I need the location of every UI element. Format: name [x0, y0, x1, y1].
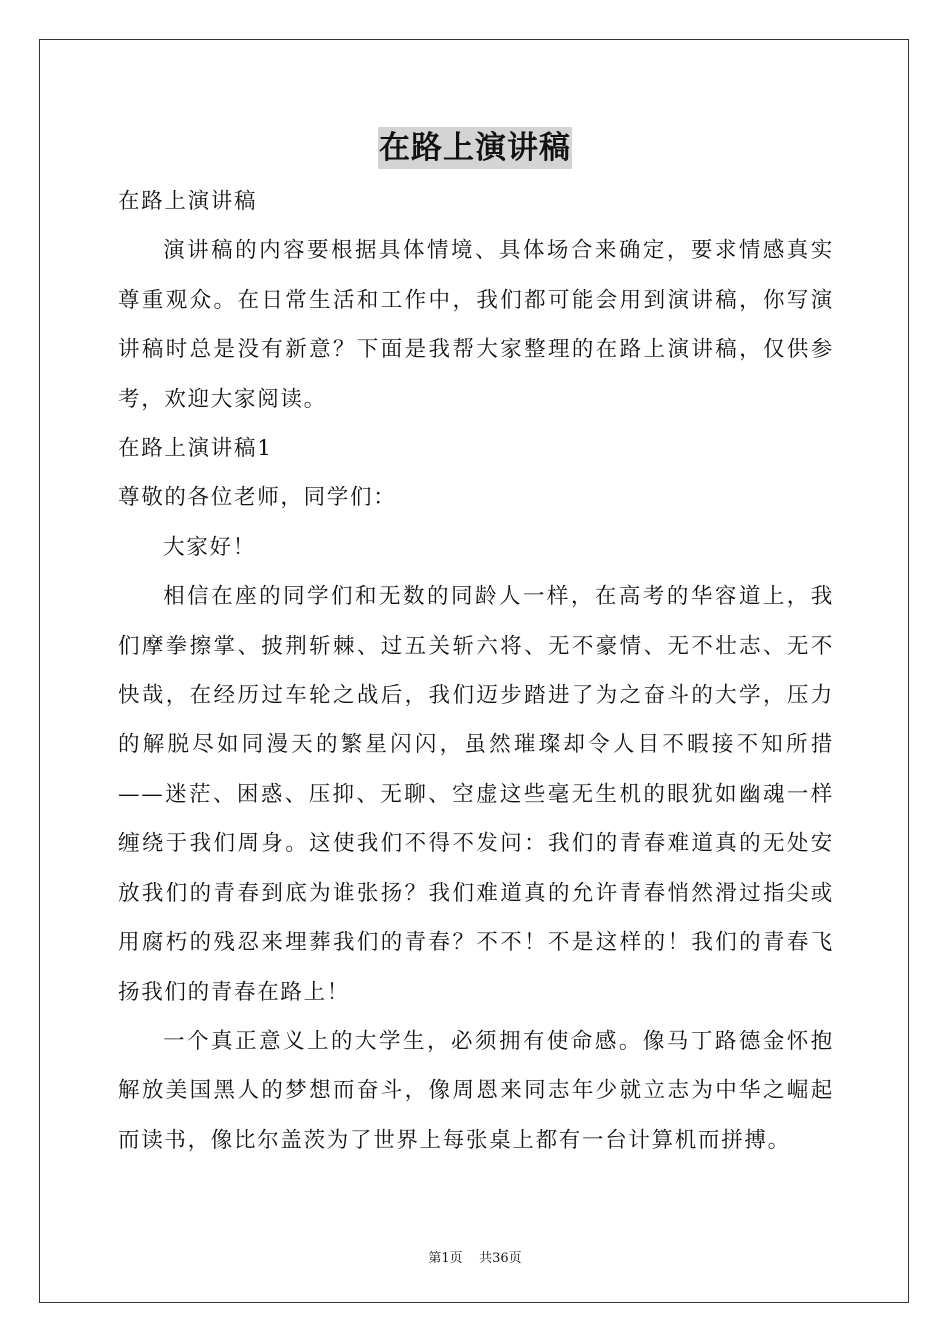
paragraph-subtitle: 在路上演讲稿 [118, 189, 258, 214]
page-total: 共36页 [479, 1251, 522, 1266]
paragraph-intro: 演讲稿的内容要根据具体情境、具体场合来确定，要求情感真实尊重观众。在日常生活和工作中，我们都可能会用到演讲稿，你写演讲稿时总是没有新意？下面是我帮大家整理的在路上演讲稿，仅供参考，欢迎大家阅读。 [118, 238, 834, 412]
paragraph-salutation: 尊敬的各位老师，同学们： [118, 485, 397, 511]
page-number: 第1页 [428, 1251, 463, 1266]
paragraph-section-heading: 在路上演讲稿1 [118, 436, 273, 462]
paragraph-greeting: 大家好！ [163, 534, 256, 560]
paragraph-body-1: 相信在座的同学们和无数的同龄人一样，在高考的华容道上，我们摩拳擦掌、披荆斩棘、过五关斩六将、无不豪情、无不壮志、无不快哉，在经历过车轮之战后，我们迈步踏进了为之奋斗的大学，压力的解脱尽如同漫天的繁星闪闪，虽然璀璨却令人目不暇接不知所措——迷茫、困惑、压抑、无聊、空虚这些毫无生机的眼犹如幽魂一样缠绕于我们周身。这使我们不得不发问：我们的青春难道真的无处安放我们的青春到底为谁张扬？我们难道真的允许青春悄然滑过指尖或用腐朽的残忍来埋葬我们的青春？不不！不是这样的！我们的青春飞扬我们的青春在路上！ [118, 584, 834, 1005]
page-footer [0, 1247, 950, 1266]
document-title: 在路上演讲稿 [378, 127, 572, 169]
document-body [118, 177, 834, 1165]
paragraph-body-2: 一个真正意义上的大学生，必须拥有使命感。像马丁路德金怀抱解放美国黑人的梦想而奋斗，像周恩来同志年少就立志为中华之崛起而读书，像比尔盖茨为了世界上每张桌上都有一台计算机而拼搏。 [118, 1028, 834, 1153]
title-container [0, 127, 950, 169]
